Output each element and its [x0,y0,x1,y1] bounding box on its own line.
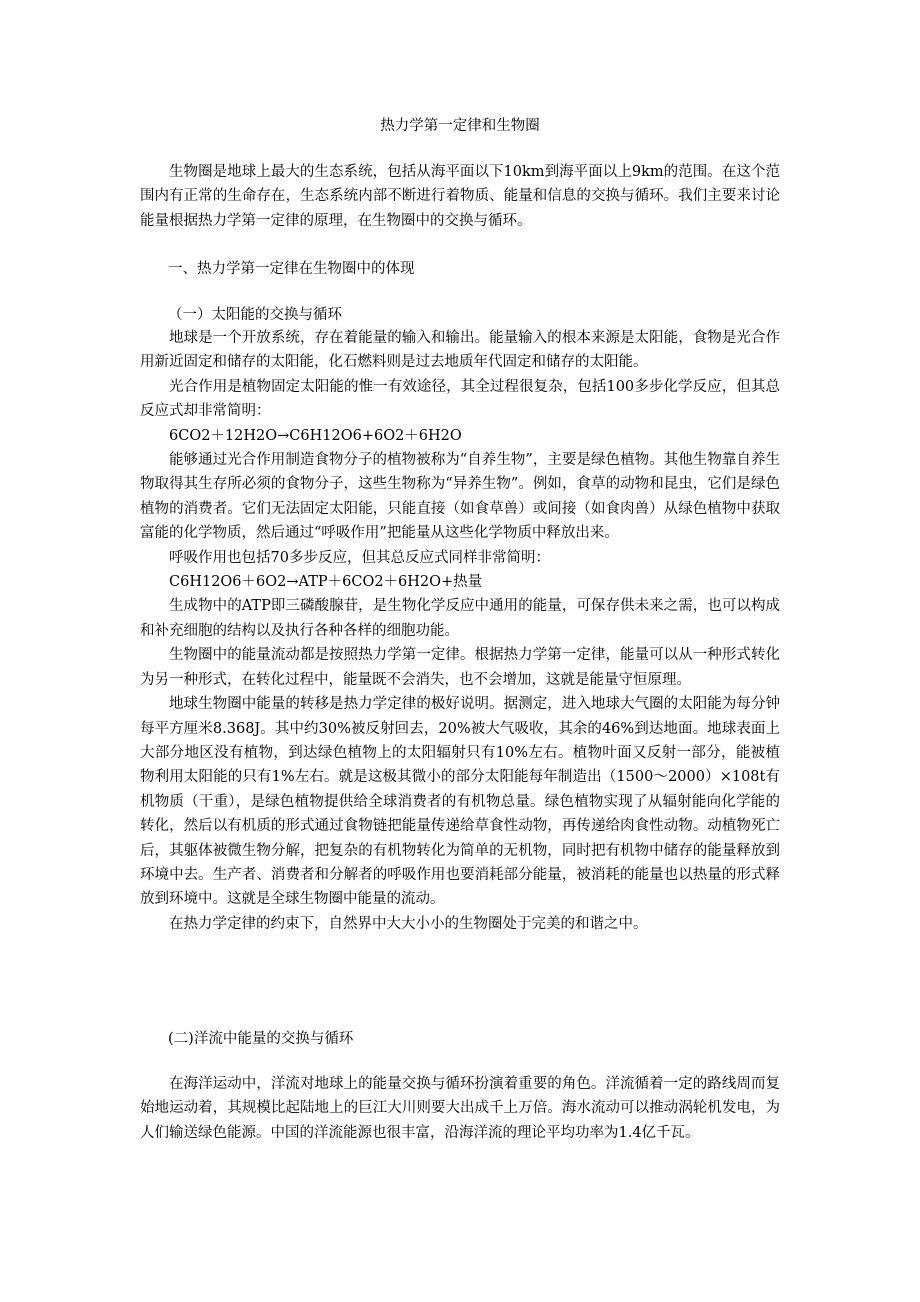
paragraph: 光合作用是植物固定太阳能的惟一有效途径，其全过程很复杂，包括100多步化学反应，但其总反应式却非常简明： [140,378,780,420]
paragraph: 地球是一个开放系统，存在着能量的输入和输出。能量输入的根本来源是太阳能，食物是光合作用新近固定和储存的太阳能，化石燃料则是过去地质年代固定和储存的太阳能。 [140,330,780,371]
paragraph: 在海洋运动中，洋流对地球上的能量交换与循环扮演着重要的角色。洋流循着一定的路线周而复始地运动着，其规模比起陆地上的巨江大川则要大出成千上万倍。海水流动可以推动涡轮机发电，为人们输送绿色能源。中国的洋流能源也很丰富，沿海洋流的理论平均功率为1.4亿千瓦。 [140,1076,780,1141]
paragraph: 能够通过光合作用制造食物分子的植物被称为“自养生物”，主要是绿色植物。其他生物靠自养生物取得其生存所必须的食物分子，这些生物称为“异养生物”。例如，食草的动物和昆虫，它们是绿色植物的消费者。它们无法固定太阳能，只能直接（如食草兽）或间接（如食肉兽）从绿色植物中获取富能的化学物质，然后通过“呼吸作用”把能量从这些化学物质中释放出来。 [140,452,780,542]
document-title: 热力学第一定律和生物圈 [380,118,540,134]
intro-block [140,160,780,233]
paragraph: 生成物中的ATP即三磷酸腺苷，是生物化学反应中通用的能量，可保存供未来之需，也可以构成和补充细胞的结构以及执行各种各样的细胞功能。 [140,598,780,639]
equation-photosynthesis: 6CO2＋12H2O→C6H12O6+6O2＋6H2O [169,427,462,444]
subsection1-heading: （一）太阳能的交换与循环 [168,307,342,323]
intro-paragraph: 生物圈是地球上最大的生态系统，包括从海平面以下10km到海平面以上9km的范围。在这个范围内有正常的生命存在，生态系统内部不断进行着物质、能量和信息的交换与循环。我们主要来讨论能量根据热力学第一定律的原理，在生物圈中的交换与循环。 [140,164,780,229]
paragraph: 地球生物圈中能量的转移是热力学定律的极好说明。据测定，进入地球大气圈的太阳能为每分钟每平方厘米8.368J。其中约30%被反射回去，20%被大气吸收，其余的46%到达地面。地球表面上大部分地区没有植物，到达绿色植物上的太阳辐射只有10%左右。植物叶面又反射一部分，能被植物利用太阳能的只有1%左右。就是这极其微小的部分太阳能每年制造出（1500～2000）×108t有机物质（干重），是绿色植物提供给全球消费者的有机物总量。绿色植物实现了从辐射能向化学能的转化，然后以有机质的形式通过食物链把能量传递给草食性动物，再传递给肉食性动物。动植物死亡后，其躯体被微生物分解，把复杂的有机物转化为简单的无机物，同时把有机物中储存的能量释放到环境中去。生产者、消费者和分解者的呼吸作用也要消耗部分能量，被消耗的能量也以热量的形式释放到环境中。这就是全球生物圈中能量的流动。 [140,696,780,908]
paragraph: 呼吸作用也包括70多步反应，但其总反应式同样非常简明： [169,549,550,566]
paragraph: 生物圈中的能量流动都是按照热力学第一定律。根据热力学第一定律，能量可以从一种形式转化为另一种形式，在转化过程中，能量既不会消失，也不会增加，这就是能量守恒原理。 [140,647,780,688]
subsection2-heading: (二)洋流中能量的交换与循环 [168,1031,354,1047]
equation-respiration: C6H12O6＋6O2→ATP＋6CO2＋6H2O+热量 [169,574,483,591]
paragraph: 在热力学定律的约束下，自然界中大大小小的生物圈处于完美的和谐之中。 [169,915,648,932]
subsection1-body [140,326,780,936]
subsection2-body [140,1072,780,1145]
section1-heading: 一、热力学第一定律在生物圈中的体现 [168,261,415,277]
